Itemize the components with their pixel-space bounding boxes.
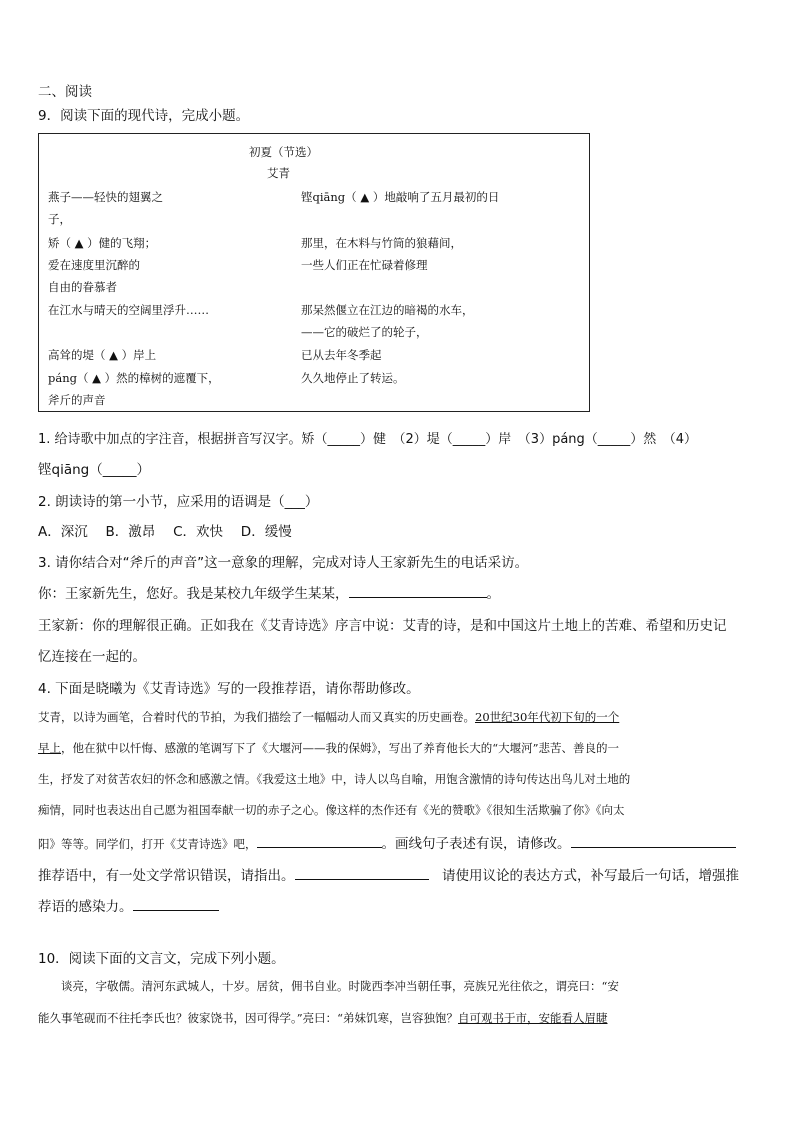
section-title: 二、阅读 (38, 84, 92, 100)
sub-question-1-line-2: 铿qiāng（_____） (38, 462, 150, 478)
recommendation-line-4: 痴情，同时也表达出自己愿为祖国奉献一切的赤子之心。像这样的杰作还有《光的赞歌》《很知生活欺骗了你》《向太 (38, 803, 625, 817)
instruction-text: 荐语的感染力。 (38, 899, 133, 915)
interview-you-line: 你：王家新先生，您好。我是某校九年级学生某某， 。 (38, 586, 500, 602)
question-10-intro: 10．阅读下面的文言文，完成下列小题。 (38, 951, 285, 967)
recommendation-text: 阳》等等。同学们，打开《艾青诗选》吧， (38, 837, 257, 851)
recommendation-text: 艾青，以诗为画笔，合着时代的节拍，为我们描绘了一幅幅动人而又真实的历史画卷。 (38, 710, 475, 724)
question-9-intro: 9．阅读下面的现代诗，完成小题。 (38, 108, 250, 124)
answer-blank[interactable] (295, 867, 429, 880)
interview-wang-line-2: 忆连接在一起的。 (38, 649, 146, 665)
poem-left-line: 子， (48, 212, 71, 226)
classical-text-line-1: 谈亮，字敬儒。清河东武城人，十岁。居贫，佣书自业。时陇西李冲当朝任事，亮族兄光往依之，谓亮曰：“安 (38, 979, 619, 993)
recommendation-line-2 (38, 740, 619, 756)
answer-blank[interactable] (571, 835, 736, 848)
poem-right-line: 已从去年冬季起 (301, 348, 382, 362)
poem-author: 艾青 (267, 166, 290, 180)
recommendation-line-3: 生，抒发了对贫苦农妇的怀念和感激之情。《我爱这土地》中，诗人以鸟自喻，用饱含激情的诗句传达出鸟儿对土地的 (38, 772, 631, 786)
sub-question-4: 4. 下面是晓曦为《艾青诗选》写的一段推荐语，请你帮助修改。 (38, 681, 420, 697)
answer-blank[interactable] (133, 898, 219, 911)
poem-left-line: 高耸的堤（ ▲ ）岸上 (48, 348, 157, 362)
underlined-sentence: 自可观书于市，安能看人眉睫 (458, 1011, 608, 1025)
poem-right-line: 铿qiāng（ ▲ ）地敲响了五月最初的日 (301, 190, 500, 204)
poem-left-line: páng（ ▲ ）然的樟树的遮覆下， (48, 371, 220, 385)
answer-blank[interactable] (349, 585, 487, 598)
sub-question-4-line-6 (38, 864, 739, 884)
classical-text-line-2 (38, 1010, 608, 1026)
poem-box (38, 133, 590, 412)
recommendation-line-1 (38, 709, 619, 725)
poem-left-line: 自由的眷慕者 (48, 280, 117, 294)
recommendation-line-5 (38, 832, 736, 852)
recommendation-text: ，他在狱中以忏悔、感激的笔调写下了《大堰河——我的保姆》，写出了养育他长大的“大堰河”悲苦、善良的一 (61, 741, 620, 755)
classical-text: 能久事笔砚而不往托李氏也？彼家饶书，因可得学。”亮曰：“弟妹饥寒，岂容独饱？ (38, 1011, 459, 1025)
poem-left-line: 燕子——轻快的翅翼之 (48, 190, 163, 204)
underlined-sentence: 早上 (38, 741, 61, 755)
answer-blank[interactable] (257, 835, 382, 848)
sub-question-3: 3. 请你结合对“斧斤的声音”这一意象的理解，完成对诗人王家新先生的电话采访。 (38, 555, 529, 571)
poem-left-line: 矫（ ▲ ）健的飞翔； (48, 236, 157, 250)
sub-question-4-line-7 (38, 895, 219, 915)
instruction-text: 。画线句子表述有误，请修改。 (381, 836, 571, 852)
underlined-sentence: 20世纪30年代初下旬的一个 (475, 710, 620, 724)
poem-left-line: 斧斤的声音 (48, 393, 106, 407)
poem-right-line: 那呆然偃立在江边的暗褐的水车， (301, 303, 474, 317)
poem-left-line: 爱在速度里沉醉的 (48, 258, 140, 272)
poem-right-line: 一些人们正在忙碌着修理 (301, 258, 428, 272)
interview-you-text: 你：王家新先生，您好。我是某校九年级学生某某， (38, 586, 349, 602)
instruction-text: 推荐语中，有一处文学常识错误，请指出。 (38, 868, 295, 884)
poem-left-line: 在江水与晴天的空阔里浮升…… (48, 303, 209, 317)
poem-right-line: 那里，在木料与竹筒的狼藉间， (301, 236, 462, 250)
sub-question-2: 2. 朗读诗的第一小节，应采用的语调是（___） (38, 494, 319, 510)
poem-right-line: 久久地停止了转运。 (301, 371, 405, 385)
sub-question-2-options: A．深沉 B．激昂 C．欢快 D．缓慢 (38, 524, 292, 540)
instruction-text: 请使用议论的表达方式，补写最后一句话，增强推 (442, 868, 739, 884)
poem-title: 初夏（节选） (249, 145, 318, 159)
poem-right-line: ——它的破烂了的轮子， (301, 325, 428, 339)
interview-wang-line-1: 王家新：你的理解很正确。正如我在《艾青诗选》序言中说：艾青的诗，是和中国这片土地上的苦难、希望和历史记 (38, 618, 727, 634)
sub-question-1-line-1: 1. 给诗歌中加点的字注音，根据拼音写汉字。矫（_____）健 （2）堤（_____）岸 （3）páng（_____）然 （4） (38, 432, 698, 447)
